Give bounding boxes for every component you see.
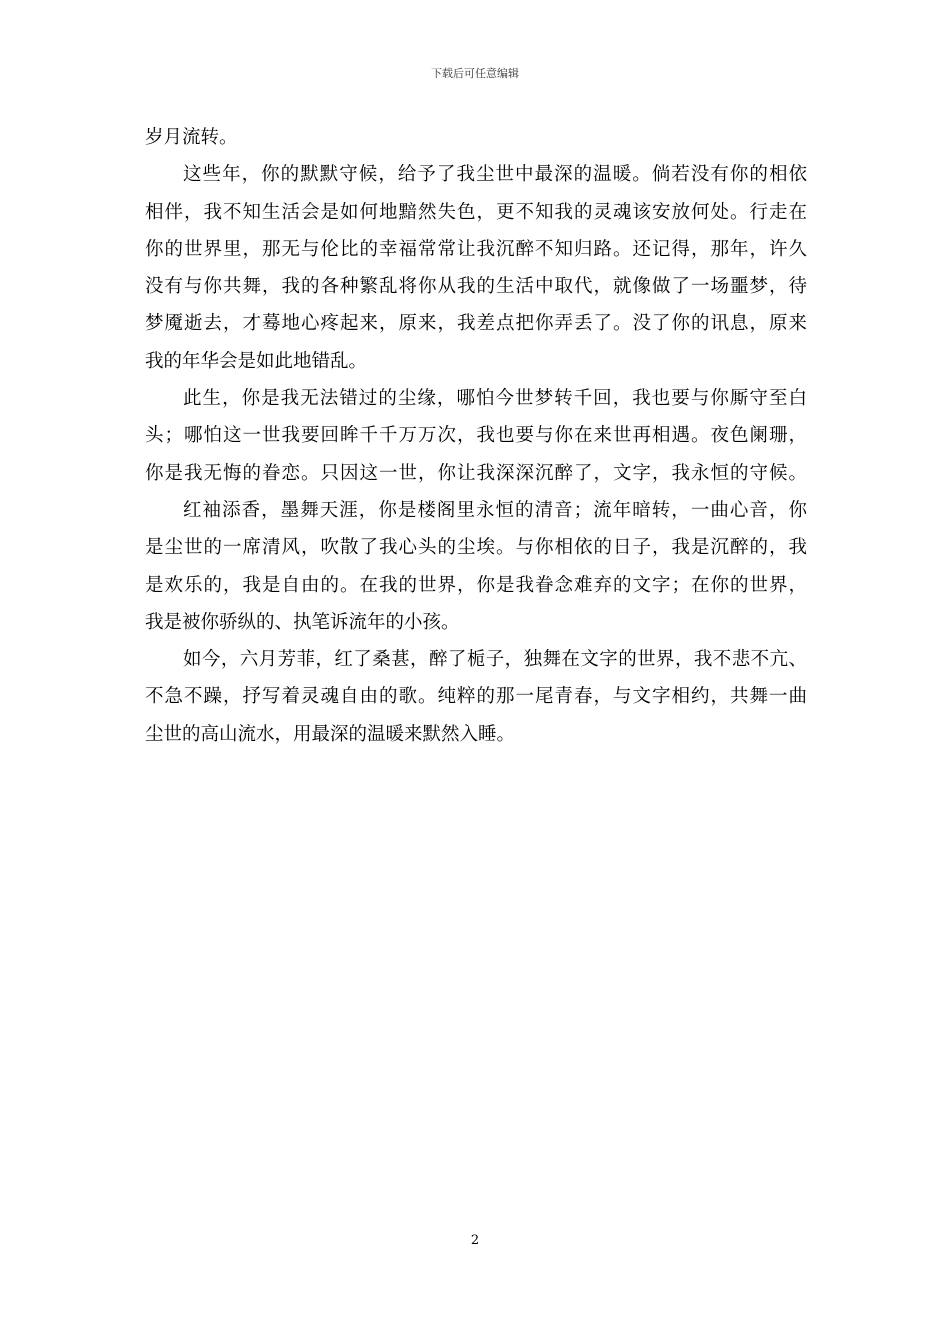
body-line: 不急不躁，抒写着灵魂自由的歌。纯粹的那一尾青春，与文字相约，共舞一曲 xyxy=(145,686,807,708)
document-body xyxy=(145,119,807,753)
body-line: 是尘世的一席清风，吹散了我心头的尘埃。与你相依的日子，我是沉醉的，我 xyxy=(145,537,807,559)
page-header: 下载后可任意编辑 xyxy=(431,67,519,80)
body-line: 岁月流转。 xyxy=(145,127,238,148)
body-line: 如今，六月芳菲，红了桑葚，醉了栀子，独舞在文字的世界，我不悲不亢、 xyxy=(183,649,807,671)
body-line: 此生，你是我无法错过的尘缘，哪怕今世梦转千回，我也要与你厮守至白 xyxy=(183,388,807,410)
body-line: 我是被你骄纵的、执笔诉流年的小孩。 xyxy=(145,611,460,633)
body-line: 你的世界里，那无与伦比的幸福常常让我沉醉不知归路。还记得，那年，许久 xyxy=(145,238,807,260)
body-line: 梦魇逝去，才蓦地心疼起来，原来，我差点把你弄丢了。没了你的讯息，原来 xyxy=(145,313,807,335)
body-line: 红袖添香，墨舞天涯，你是楼阁里永恒的清音；流年暗转，一曲心音，你 xyxy=(183,499,807,521)
body-line: 这些年，你的默默守候，给予了我尘世中最深的温暖。倘若没有你的相依 xyxy=(183,164,807,186)
body-line: 相伴，我不知生活会是如何地黯然失色，更不知我的灵魂该安放何处。行走在 xyxy=(145,201,807,223)
page-number: 2 xyxy=(470,1233,480,1248)
body-line: 尘世的高山流水，用最深的温暖来默然入睡。 xyxy=(145,723,516,745)
body-line: 没有与你共舞，我的各种繁乱将你从我的生活中取代，就像做了一场噩梦，待 xyxy=(145,276,807,298)
body-line: 我的年华会是如此地错乱。 xyxy=(145,350,368,372)
body-line: 头；哪怕这一世我要回眸千千万万次，我也要与你在来世再相遇。夜色阑珊， xyxy=(145,425,807,447)
body-line: 你是我无悔的眷恋。只因这一世，你让我深深沉醉了，文字，我永恒的守候。 xyxy=(145,462,807,484)
body-line: 是欢乐的，我是自由的。在我的世界，你是我眷念难弃的文字；在你的世界， xyxy=(145,574,807,596)
